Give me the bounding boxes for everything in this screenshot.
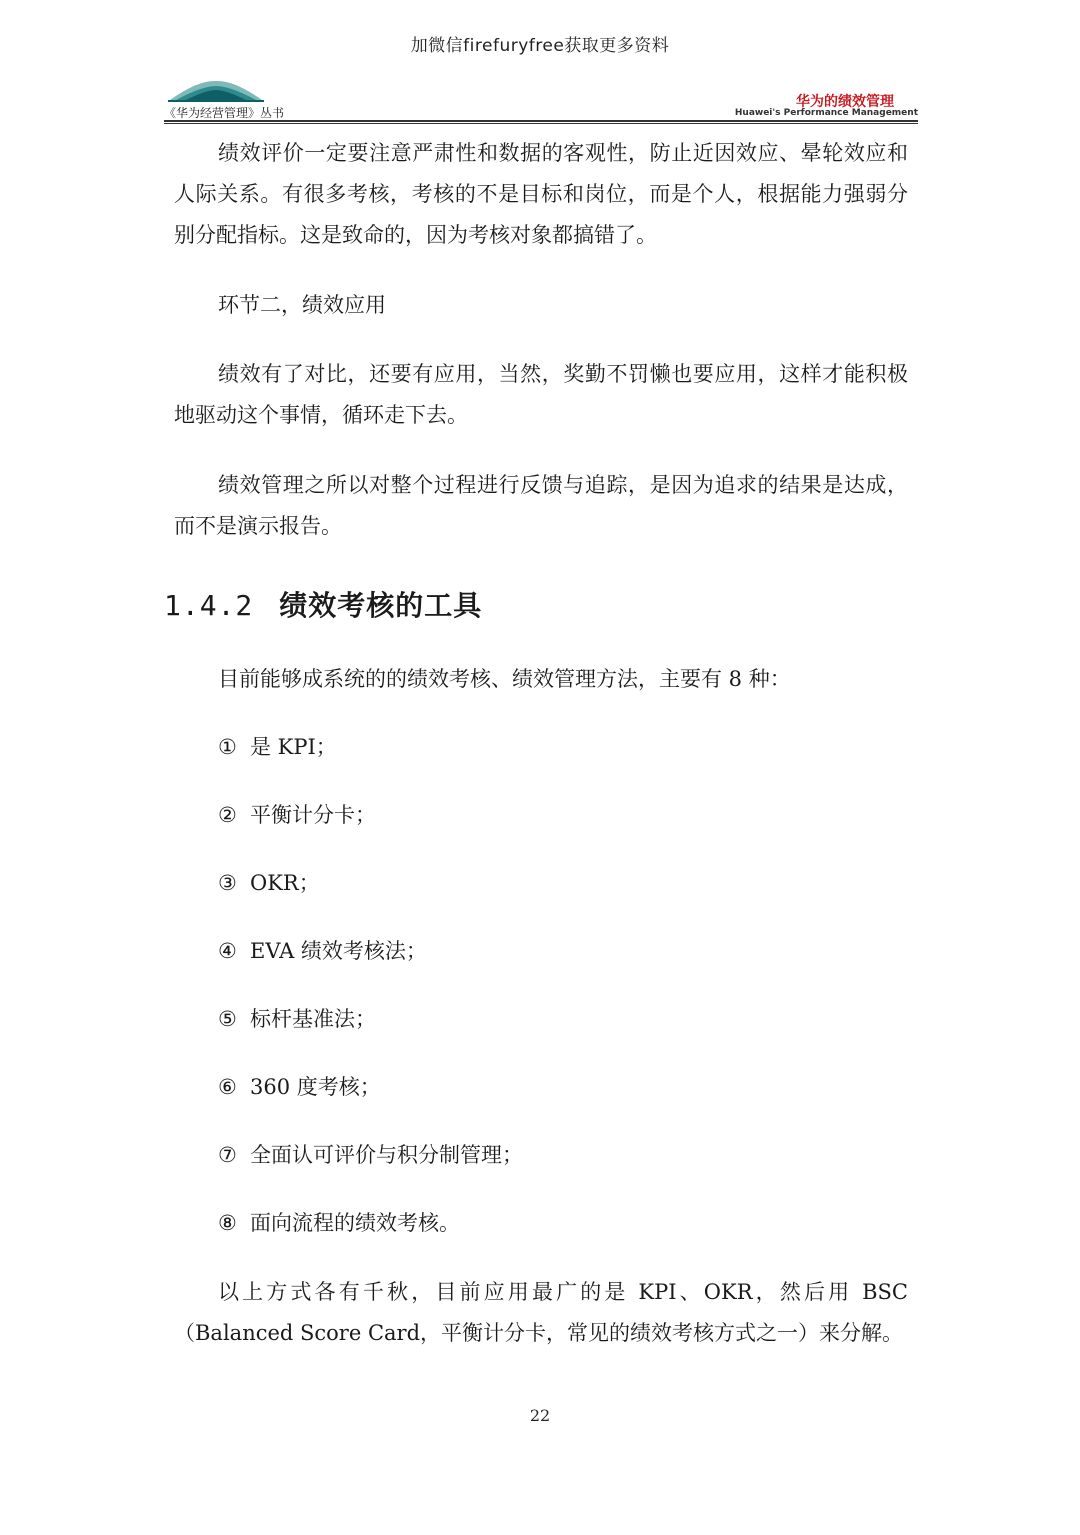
list-item-text: EVA 绩效考核法；	[250, 939, 427, 963]
list-marker: ⑤	[218, 1007, 237, 1031]
list-marker: ⑧	[218, 1211, 237, 1235]
series-logo-icon	[168, 78, 264, 104]
paragraph-evaluation: 绩效评价一定要注意严肃性和数据的客观性，防止近因效应、晕轮效应和人际关系。有很多考核，考核的不是目标和岗位，而是个人，根据能力强弱分别分配指标。这是致命的，因为考核对象都搞错了。	[174, 141, 908, 247]
header-divider-thin	[164, 123, 918, 124]
header-divider	[164, 120, 918, 122]
paragraph-step-two: 环节二，绩效应用	[218, 293, 386, 317]
page-number: 22	[529, 1406, 551, 1425]
section-title: 绩效考核的工具	[279, 589, 483, 622]
list-marker: ⑦	[218, 1143, 237, 1167]
list-item	[218, 800, 376, 830]
book-title-cn: 华为的绩效管理	[796, 94, 894, 110]
list-item-text: 360 度考核；	[250, 1075, 381, 1099]
list-item-text: 标杆基准法；	[250, 1007, 376, 1031]
list-item	[218, 936, 427, 966]
section-number: 1.4.2	[164, 589, 254, 622]
paragraph-application: 绩效有了对比，还要有应用，当然，奖勤不罚懒也要应用，这样才能积极地驱动这个事情，循环走下去。	[174, 362, 908, 427]
section-heading	[164, 584, 482, 624]
series-title: 《华为经营管理》丛书	[164, 106, 285, 120]
list-item	[218, 1140, 523, 1170]
paragraph-closing: 以上方式各有千秋，目前应用最广的是 KPI、OKR，然后用 BSC（Balanced Score Card，平衡计分卡，常见的绩效考核方式之一）来分解。	[174, 1280, 908, 1345]
list-item-text: 平衡计分卡；	[250, 803, 376, 827]
list-marker: ⑥	[218, 1075, 237, 1099]
paragraph-feedback: 绩效管理之所以对整个过程进行反馈与追踪，是因为追求的结果是达成，而不是演示报告。	[174, 473, 908, 538]
page-header	[164, 74, 918, 122]
book-title-en: Huawei's Performance Management	[734, 108, 918, 118]
list-item	[218, 1072, 381, 1102]
list-item	[218, 1004, 376, 1034]
list-item	[218, 1208, 460, 1238]
list-item-text: 全面认可评价与积分制管理；	[250, 1143, 523, 1167]
methods-intro: 目前能够成系统的的绩效考核、绩效管理方法，主要有 8 种：	[218, 667, 791, 691]
list-marker: ②	[218, 803, 237, 827]
list-item-text: OKR；	[250, 871, 320, 895]
list-item-text: 面向流程的绩效考核。	[250, 1211, 460, 1235]
watermark-note: 加微信firefuryfree获取更多资料	[410, 36, 670, 56]
list-marker: ③	[218, 871, 237, 895]
list-marker: ①	[218, 735, 237, 759]
list-marker: ④	[218, 939, 237, 963]
list-item-text: 是 KPI；	[250, 735, 337, 759]
list-item	[218, 732, 337, 762]
list-item	[218, 868, 320, 898]
